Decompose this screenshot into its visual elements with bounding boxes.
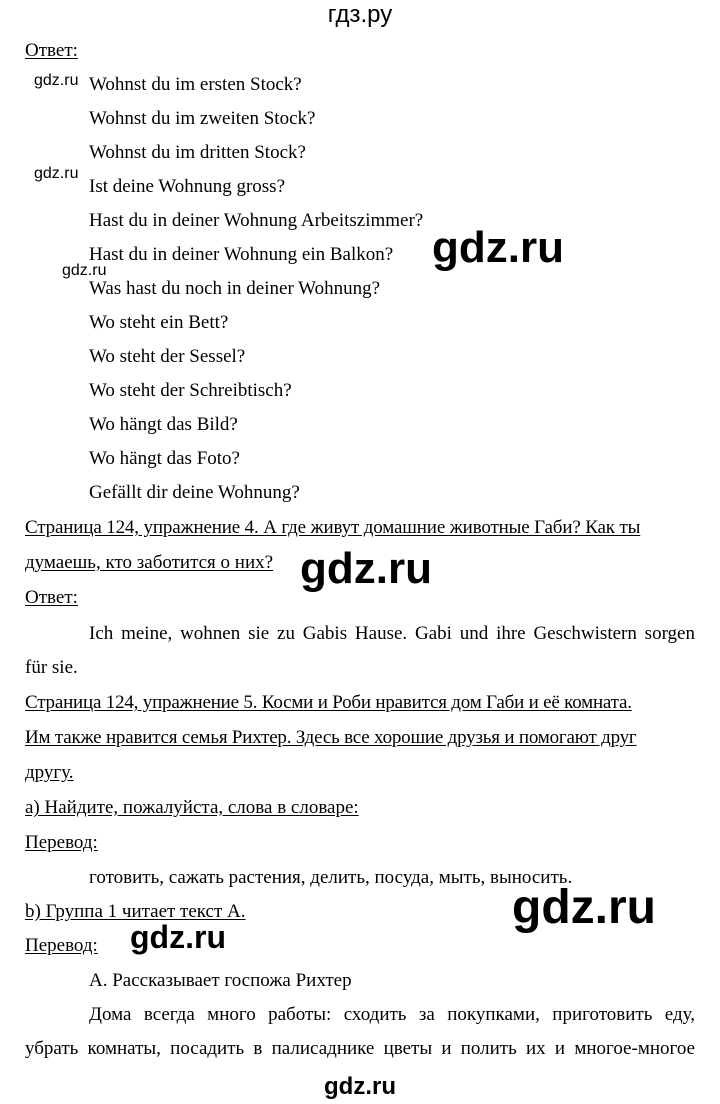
task5-heading-line1: Страница 124, упражнение 5. Косми и Роби нравится дом Габи и её комната.: [25, 692, 632, 713]
question-item: Gefällt dir deine Wohnung?: [89, 482, 300, 503]
task5-heading-line2: Им также нравится семья Рихтер. Здесь все хорошие друзья и помогают друг: [25, 727, 637, 748]
question-item: Wo steht der Schreibtisch?: [89, 380, 292, 401]
question-item: Was hast du noch in deiner Wohnung?: [89, 278, 381, 299]
task5-part-b: b) Группа 1 читает текст А.: [25, 901, 246, 922]
question-item: Wohnst du im zweiten Stock?: [89, 108, 316, 129]
translation-a-text: готовить, сажать растения, делить, посуда, мыть, выносить.: [89, 867, 573, 888]
watermark-small: gdz.ru: [34, 165, 79, 182]
watermark-small: gdz.ru: [34, 72, 79, 89]
site-header: гдз.ру: [327, 1, 393, 28]
question-item: Hast du in deiner Wohnung ein Balkon?: [89, 244, 394, 265]
translation-label: Перевод:: [25, 832, 98, 853]
watermark-small: gdz.ru: [62, 262, 107, 279]
question-item: Ist deine Wohnung gross?: [89, 176, 286, 197]
task5-part-a: a) Найдите, пожалуйста, слова в словаре:: [25, 797, 359, 818]
site-footer: gdz.ru: [324, 1073, 396, 1100]
watermark-large: gdz.ru: [432, 223, 564, 272]
watermark-large: gdz.ru: [300, 544, 432, 593]
task5-heading-line3: другу.: [25, 762, 74, 783]
question-item: Wohnst du im ersten Stock?: [89, 74, 302, 95]
task4-answer-line1: Ich meine, wohnen sie zu Gabis Hause. Gabi und ihre Geschwistern sorgen: [89, 623, 695, 644]
translation-label: Перевод:: [25, 935, 98, 956]
text-a-title: А. Рассказывает госпожа Рихтер: [89, 970, 352, 991]
text-a-line2: убрать комнаты, посадить в палисаднике цветы и полить их и многое-многое: [25, 1038, 695, 1059]
question-item: Wo steht ein Bett?: [89, 312, 229, 333]
answer-label: Ответ:: [25, 587, 78, 608]
task4-heading-line1: Страница 124, упражнение 4. А где живут домашние животные Габи? Как ты: [25, 517, 641, 538]
text-a-line1: Дома всегда много работы: сходить за покупками, приготовить еду,: [89, 1004, 695, 1025]
watermark-medium: gdz.ru: [130, 919, 226, 955]
question-item: Wo steht der Sessel?: [89, 346, 246, 367]
task4-answer-line2: für sie.: [25, 657, 78, 678]
question-item: Hast du in deiner Wohnung Arbeitszimmer?: [89, 210, 424, 231]
watermark-large: gdz.ru: [512, 881, 656, 934]
question-item: Wo hängt das Bild?: [89, 414, 238, 435]
question-item: Wohnst du im dritten Stock?: [89, 142, 306, 163]
question-item: Wo hängt das Foto?: [89, 448, 240, 469]
task4-heading-line2: думаешь, кто заботится о них?: [25, 552, 274, 573]
answer-label: Ответ:: [25, 40, 78, 61]
